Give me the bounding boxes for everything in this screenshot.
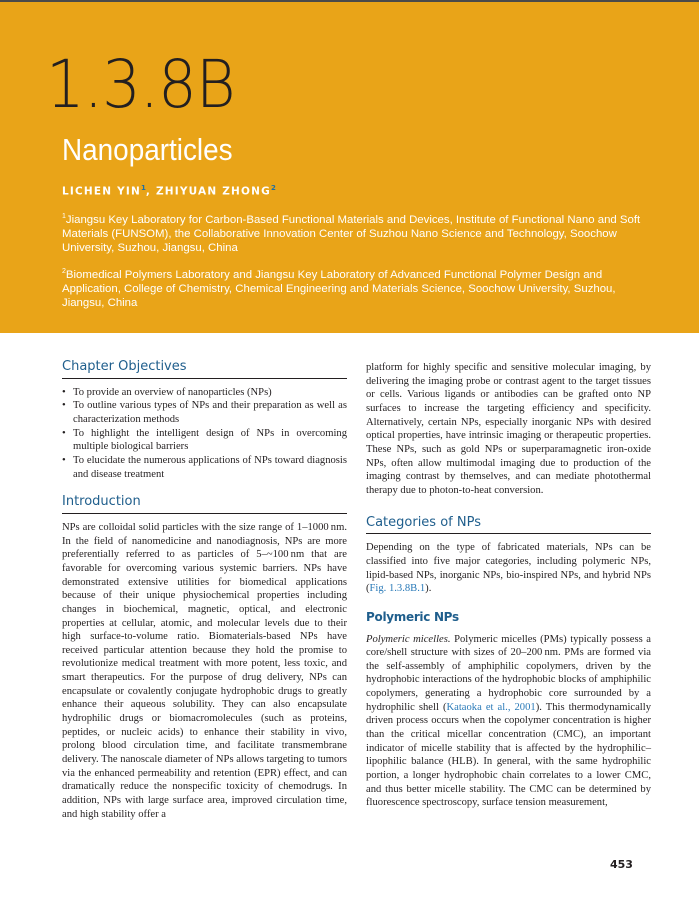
left-column <box>62 360 347 821</box>
figure-reference-link[interactable]: Fig. 1.3.8B.1 <box>369 583 426 595</box>
body-text: ). <box>425 583 432 595</box>
subsection-heading-polymeric: Polymeric NPs <box>366 609 459 624</box>
list-item: • To outline various types of NPs and their preparation as well as characterization methods <box>62 399 347 426</box>
affiliation-text: Biomedical Polymers Laboratory and Jiangsu Key Laboratory of Advanced Functional Polymer Design and Application, College of Chemistry, Chemical Engineering and Materials Science, Soochow University, Suzhou, Jiangsu, China <box>62 268 616 309</box>
affiliation-1 <box>62 210 647 255</box>
affiliation-2 <box>62 265 647 310</box>
affiliation-marker[interactable]: 2 <box>270 184 276 192</box>
section-heading-introduction: Introduction <box>62 495 347 514</box>
section-heading-categories: Categories of NPs <box>366 516 651 535</box>
list-item: • To highlight the intelligent design of NPs in overcoming multiple biological barriers <box>62 427 347 454</box>
polymeric-paragraph <box>366 633 651 811</box>
run-in-heading: Polymeric micelles. <box>366 633 451 645</box>
categories-paragraph <box>366 541 651 596</box>
author-name: LICHEN YIN <box>62 185 142 198</box>
body-text: Depending on the type of fabricated materials, NPs can be classified into five major categories, including polymeric NPs, lipid-based NPs, inorganic NPs, bio-inspired NPs, and hybrid NPs ( <box>366 542 651 595</box>
affiliation-text: Jiangsu Key Laboratory for Carbon-Based Functional Materials and Devices, Institute of Functional Nano and Soft Materials (FUNSOM), the Collaborative Innovation Center of Suzhou Nano Science and Technology, Soochow University, Suzhou, Jiangsu, China <box>62 213 641 254</box>
author-list <box>62 184 276 198</box>
author-separator: , <box>145 185 156 198</box>
objectives-list <box>62 386 347 482</box>
section-heading-objectives: Chapter Objectives <box>62 360 347 379</box>
list-item: • To elucidate the numerous applications of NPs toward diagnosis and disease treatment <box>62 454 347 481</box>
list-item: • To provide an overview of nanoparticles (NPs) <box>62 386 347 400</box>
affiliation-ref: 1 <box>62 213 66 220</box>
affiliation-ref: 2 <box>62 268 66 275</box>
right-column <box>366 361 651 810</box>
chapter-header-banner <box>0 2 699 333</box>
chapter-title: Nanoparticles <box>62 132 233 167</box>
body-text: Polymeric micelles (PMs) typically possess a core/shell structure with sizes of 20–200 nm. PMs are formed via the self-assembly of amphiphilic copolymers, driven by the hydrophobic interactions of the hydrophobic blocks of amphiphilic copolymers, generating a hydrophobic core surrounded by a hydrophilic shell ( <box>366 633 651 713</box>
page-number: 453 <box>610 858 633 871</box>
introduction-paragraph: NPs are colloidal solid particles with the size range of 1–1000 nm. In the field of nanomedicine and nanodiagnosis, NPs are more preferentially referred to as particles of 5–~100 nm that are favorable for overcoming various systemic barriers. NPs have demonstrated extensive utilities for biomedical applications because of their unique physiochemical properties including changes in biochemical, magnetic, optical, and electronic properties at cellular, atomic, and molecular levels due to their high surface-to-volume ratio. Biomaterials-based NPs have received particular attention because they hold the promise to revolutionize medical treatment with more potent, less toxic, and smart therapeutics. For the purpose of drug delivery, NPs can encapsulate or covalently conjugate hydrophobic drugs to greatly enhance their aqueous solubility. They can also encapsulate hydrophilic drugs or biomacromolecules (such as proteins, peptides, or nucleic acids) to enhance their stability in vivo, prolong blood circulation time, and facilitate transmembrane delivery. The nanoscale diameter of NPs allows targeting to tumors via the enhanced permeability and retention (EPR) effect, and can dramatically reduce the nonspecific toxicity of chemodrugs. In addition, NPs with large surface area, improved circulation time, and high stability offer a <box>62 521 347 820</box>
author-name: ZHIYUAN ZHONG <box>155 185 271 198</box>
chapter-number: 1.3.8B <box>46 46 235 123</box>
affiliation-marker[interactable]: 1 <box>141 184 146 192</box>
citation-link[interactable]: Kataoka et al., 2001 <box>446 701 536 713</box>
introduction-paragraph-continued: platform for highly specific and sensitive molecular imaging, by delivering the imaging probe or contrast agent to the target tissues or cells. Various ligands or antibodies can be grafted onto NP surfaces to increase the targeting efficiency and specificity. Alternatively, certain NPs, especially inorganic NPs with desired optical properties, have intrinsic imaging or therapeutic properties. These NPs, such as gold NPs or superparamagnetic iron-oxide NPs, often allow multimodal imaging due to production of the imaging contrast by themselves, and can mediate photothermal therapy due to photon-to-heat conversion. <box>366 362 651 496</box>
body-text: ). This thermodynamically driven process occurs when the copolymer concentration is higher than the critical micellar concentration (CMC), an important indicator of micelle stability that is affected by the hydrophilic–lipophilic balance (HLB). In general, with the same hydrophilic portion, a longer hydrophobic chain correlates to a lower CMC, and thus better micelle stability. The CMC can be determined by fluorescence spectroscopy, surface tension measurement, <box>366 701 651 809</box>
